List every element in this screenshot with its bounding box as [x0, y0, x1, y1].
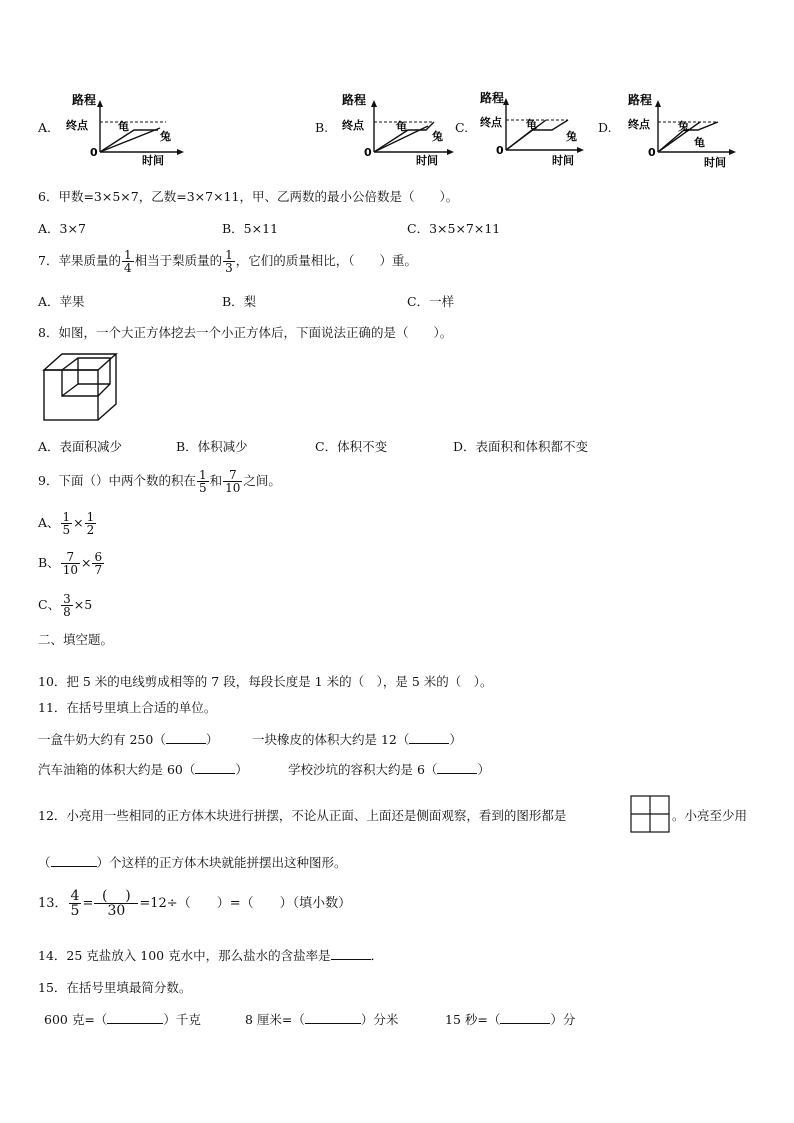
- graph-b: [338, 90, 458, 166]
- answer-blank[interactable]: [437, 773, 477, 774]
- graph-a: [62, 90, 192, 166]
- q8-option-a[interactable]: A．表面积减少: [38, 439, 123, 454]
- answer-blank[interactable]: [195, 773, 235, 774]
- answer-blank[interactable]: [500, 1023, 550, 1024]
- q11-line3: 汽车油箱的体积大约是 60（ ）: [38, 762, 248, 777]
- q6-option-b[interactable]: B．5×11: [222, 221, 279, 236]
- graph-d: [624, 90, 744, 168]
- q11-stem: 11．在括号里填上合适的单位。: [38, 700, 217, 715]
- answer-blank[interactable]: [107, 1023, 163, 1024]
- q6-option-a[interactable]: A．3×7: [38, 221, 86, 236]
- fraction: $\frac{7}{10}$: [225, 468, 241, 495]
- q14-stem: 14．25 克盐放入 100 克水中，那么盐水的含盐率是 ．: [38, 948, 384, 963]
- origin-label: 0: [90, 146, 98, 159]
- fraction: $\frac{1}{5}$: [198, 468, 207, 495]
- fraction: $\frac{4}{5}$: [70, 888, 80, 919]
- fraction-blank[interactable]: $\frac{( )}{30}$: [94, 889, 138, 918]
- cube-figure: [40, 350, 120, 424]
- grid-figure: [630, 795, 670, 833]
- q6-stem: 6．甲数=3×5×7，乙数=3×7×11，甲、乙两数的最小公倍数是（ ）。: [38, 189, 459, 204]
- answer-blank[interactable]: [331, 959, 371, 960]
- series2-label: 龟: [694, 136, 705, 149]
- option-letter[interactable]: D.: [598, 120, 612, 135]
- answer-blank[interactable]: [409, 743, 449, 744]
- q12-line1: 12．小亮用一些相同的正方体木块进行拼摆，不论从正面、上面还是侧面观察，看到的图形都是: [38, 808, 567, 823]
- y-axis-label: 路程: [72, 93, 97, 107]
- q10-stem: 10．把 5 米的电线剪成相等的 7 段，每段长度是 1 米的（ ），是 5 米的（ ）。: [38, 674, 493, 689]
- q8-option-d[interactable]: D．表面积和体积都不变: [453, 439, 589, 454]
- q9-option-b[interactable]: B、 $\frac{7}{10}$ × $\frac{6}{7}$: [38, 550, 103, 577]
- q13-stem: 13． $\frac{4}{5}$ = $\frac{( )}{30}$ =12÷（ ）=（ ）（填小数）: [38, 888, 352, 919]
- section-heading: 二、填空题。: [38, 632, 114, 647]
- q8-stem: 8．如图，一个大正方体挖去一个小正方体后，下面说法正确的是（ ）。: [38, 325, 453, 340]
- series1-label: 龟: [526, 118, 537, 131]
- q9-option-c[interactable]: C、 $\frac{3}{8}$ ×5: [38, 592, 93, 619]
- q7-option-b[interactable]: B．梨: [222, 294, 257, 309]
- q12-line1-end: 。小亮至少用: [672, 808, 748, 823]
- option-letter[interactable]: C.: [455, 120, 469, 135]
- q9-stem: 9．下面（）中两个数的积在 $\frac{1}{5}$ 和 $\frac{7}{10}$ 之间。: [38, 468, 281, 495]
- q12-line2: （ ）个这样的正方体木块就能拼摆出这种图形。: [38, 855, 347, 870]
- q7-stem: 7．苹果质量的 $\frac{1}{4}$ 相当于梨质量的 $\frac{1}{3}$ ，它们的质量相比，（ ）重。: [38, 248, 418, 275]
- end-label: 终点: [342, 119, 364, 132]
- series2-label: 兔: [432, 130, 443, 143]
- answer-blank[interactable]: [51, 866, 97, 867]
- answer-blank[interactable]: [166, 743, 206, 744]
- series1-label: 龟: [396, 120, 407, 133]
- q9-option-a[interactable]: A、 $\frac{1}{5}$ × $\frac{1}{2}$: [38, 510, 95, 537]
- q7-option-c[interactable]: C．一样: [407, 294, 455, 309]
- q15-item1: 600 克=（ ）千克: [44, 1012, 201, 1027]
- origin-label: 0: [648, 146, 656, 159]
- fraction: $\frac{1}{4}$: [123, 248, 132, 275]
- q8-option-c[interactable]: C．体积不变: [315, 439, 388, 454]
- x-axis-label: 时间: [416, 154, 438, 166]
- end-label: 终点: [628, 118, 650, 131]
- q11-line4: 学校沙坑的容积大约是 6（ ）: [288, 762, 490, 777]
- answer-blank[interactable]: [305, 1023, 361, 1024]
- q11-line1: 一盒牛奶大约有 250（ ）: [38, 732, 219, 747]
- series2-label: 兔: [566, 130, 577, 143]
- graph-c: [476, 88, 588, 166]
- series1-label: 兔: [678, 120, 689, 133]
- q7-option-a[interactable]: A．苹果: [38, 294, 85, 309]
- option-letter[interactable]: B.: [315, 120, 329, 135]
- x-axis-label: 时间: [704, 156, 726, 168]
- series1-label: 龟: [118, 120, 129, 133]
- end-label: 终点: [66, 119, 88, 132]
- q6-option-c[interactable]: C．3×5×7×11: [407, 221, 501, 236]
- origin-label: 0: [496, 144, 504, 157]
- q11-line2: 一块橡皮的体积大约是 12（ ）: [252, 732, 462, 747]
- q8-option-b[interactable]: B．体积减少: [176, 439, 248, 454]
- end-label: 终点: [480, 116, 502, 129]
- y-axis-label: 路程: [628, 93, 653, 107]
- q15-item2: 8 厘米=（ ）分米: [245, 1012, 399, 1027]
- x-axis-label: 时间: [142, 154, 164, 166]
- fraction: $\frac{1}{3}$: [225, 248, 233, 275]
- q15-item3: 15 秒=（ ）分: [445, 1012, 576, 1027]
- q15-stem: 15．在括号里填最简分数。: [38, 980, 192, 995]
- origin-label: 0: [364, 146, 372, 159]
- x-axis-label: 时间: [552, 154, 574, 166]
- option-letter[interactable]: A.: [38, 120, 52, 135]
- y-axis-label: 路程: [342, 93, 367, 107]
- y-axis-label: 路程: [480, 91, 505, 105]
- series2-label: 兔: [160, 130, 171, 143]
